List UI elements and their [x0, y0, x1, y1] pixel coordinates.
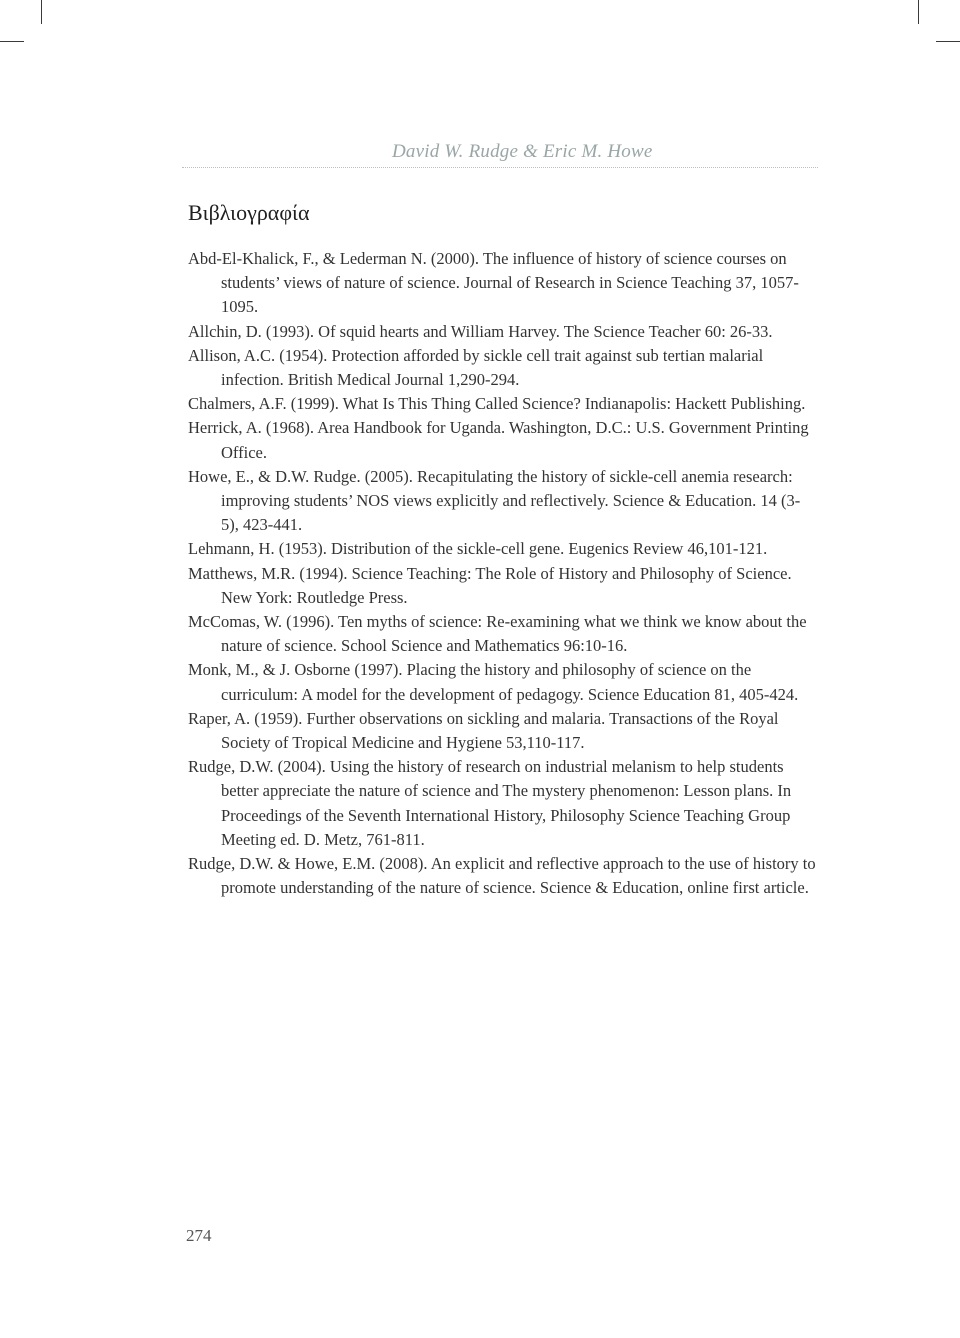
- reference-item: Raper, A. (1959). Further observations on sickling and malaria. Transactions of the Royal Society of Tropical Medicine and Hygiene 53,110-117.: [188, 708, 779, 753]
- reference-item: Matthews, M.R. (1994). Science Teaching: The Role of History and Philosophy of Science. New York: Routledge Press.: [188, 563, 792, 607]
- reference-item: Allchin, D. (1993). Of squid hearts and William Harvey. The Science Teacher 60: 26-33.: [188, 321, 773, 341]
- reference-item: Lehmann, H. (1953). Distribution of the sickle-cell gene. Eugenics Review 46,101-121.: [188, 539, 768, 559]
- reference-item: Abd-El-Khalick, F., & Lederman N. (2000). The influence of history of science courses on students’ views of nature of science. Journal of Research in Science Teaching 37, 1057-1095.: [188, 249, 799, 317]
- crop-mark-top-left-vertical: [41, 0, 42, 24]
- reference-list: [188, 247, 818, 900]
- section-title: Βιβλιογραφία: [188, 200, 310, 225]
- reference-item: Chalmers, A.F. (1999). What Is This Thing Called Science? Indianapolis: Hackett Publishing.: [188, 394, 806, 414]
- reference-item: Howe, E., & D.W. Rudge. (2005). Recapitulating the history of sickle-cell anemia research: improving students’ NOS views explicitly and reflectively. Science & Education. 14 (3-5), 423-441.: [188, 466, 801, 535]
- crop-mark-top-left-horizontal: [0, 41, 24, 42]
- header-divider: [182, 167, 818, 168]
- crop-mark-top-right-horizontal: [936, 41, 960, 42]
- reference-item: Rudge, D.W. (2004). Using the history of research on industrial melanism to help students better appreciate the nature of science and The mystery phenomenon: Lesson plans. In Proceedings of the Seventh International History, Philosophy Science Teaching Group Meeting ed. D. Metz, 761-811.: [188, 757, 792, 849]
- crop-mark-top-right-vertical: [918, 0, 919, 24]
- reference-item: Herrick, A. (1968). Area Handbook for Uganda. Washington, D.C.: U.S. Government Printing Office.: [188, 418, 809, 462]
- reference-item: Rudge, D.W. & Howe, E.M. (2008). An explicit and reflective approach to the use of history to promote understanding of the nature of science. Science & Education, online first article.: [188, 854, 816, 898]
- reference-item: Allison, A.C. (1954). Protection afforded by sickle cell trait against sub tertian malarial infection. British Medical Journal 1,290-294.: [188, 345, 764, 390]
- running-header: David W. Rudge & Eric M. Howe: [392, 141, 653, 162]
- page-number: 274: [186, 1226, 212, 1245]
- reference-item: Monk, M., & J. Osborne (1997). Placing the history and philosophy of science on the curriculum: A model for the development of pedagogy. Science Education 81, 405-424.: [188, 660, 799, 704]
- reference-item: McComas, W. (1996). Ten myths of science: Re-examining what we think we know about the nature of science. School Science and Mathematics 96:10-16.: [188, 612, 807, 656]
